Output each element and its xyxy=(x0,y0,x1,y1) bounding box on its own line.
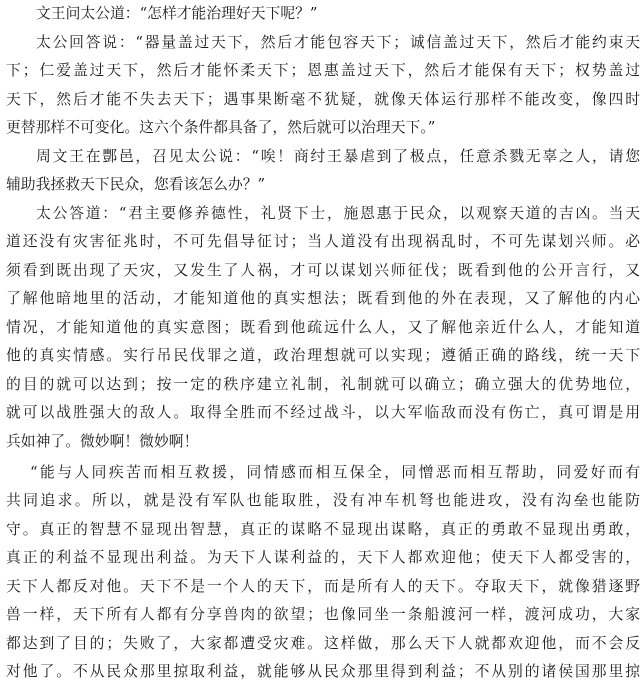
text-line: 共同追求。所以，就是没有军队也能取胜，没有冲车机弩也能进攻，没有沟垒也能防 xyxy=(6,492,640,509)
text-line: 周文王在酆邑，召见太公说：“唉！商纣王暴虐到了极点，任意杀戮无辜之人，请您 xyxy=(36,148,640,165)
text-line: 天下人都反对他。天下不是一个人的天下，而是所有人的天下。夺取天下，就像猎逐野 xyxy=(6,578,640,595)
text-line: 真正的利益不显现出利益。为天下人谋利益的，天下人都欢迎他；使天下人都受害的， xyxy=(6,549,640,566)
text-line: 的目的就可以达到；按一定的秩序建立礼制，礼制就可以确立；确立强大的优势地位， xyxy=(6,376,640,393)
text-line: 更替那样不可变化。这六个条件都具备了，然后就可以治理天下。” xyxy=(6,119,436,136)
text-line: 道还没有灾害征兆时，不可先倡导征讨；当人道没有出现祸乱时，不可先谋划兴师。必 xyxy=(6,233,640,250)
text-line: 下；仁爱盖过天下，然后才能怀柔天下；恩惠盖过天下，然后才能保有天下；权势盖过 xyxy=(6,62,640,79)
text-line: 对他了。不从民众那里掠取利益，就能够从民众那里得到利益；不从别的诸侯国那里掠 xyxy=(6,663,640,680)
text-line: 太公答道：“君主要修养德性，礼贤下士，施恩惠于民众，以观察天道的吉凶。当天 xyxy=(36,205,640,222)
text-line: 就可以战胜强大的敌人。取得全胜而不经过战斗，以大军临敌而没有伤亡，真可谓是用 xyxy=(6,404,640,421)
text-line: 他的真实情感。实行吊民伐罪之道，政治理想就可以实现；遵循正确的路线，统一天下 xyxy=(6,347,640,364)
text-line: 兵如神了。微妙啊！微妙啊！ xyxy=(6,433,199,450)
text-line: 须看到既出现了天灾，又发生了人祸，才可以谋划兴师征伐；既看到他的公开言行，又 xyxy=(6,262,640,279)
text-line: “能与人同疾苦而相互救援，同情感而相互保全，同憎恶而相互帮助，同爱好而有 xyxy=(30,464,640,481)
text-line: 兽一样，天下所有人都有分享兽肉的欲望；也像同坐一条船渡河一样，渡河成功，大家 xyxy=(6,606,640,623)
text-line: 守。真正的智慧不显现出智慧，真正的谋略不显现出谋略，真正的勇敢不显现出勇敢， xyxy=(6,521,640,538)
text-line: 都达到了目的；失败了，大家都遭受灾难。这样做，那么天下人就都欢迎他，而不会反 xyxy=(6,635,640,652)
text-line: 文王问太公道：“怎样才能治理好天下呢？” xyxy=(36,5,318,22)
text-line: 辅助我拯救天下民众，您看该怎么办？” xyxy=(6,176,266,193)
text-line: 情况，才能知道他的真实意图；既看到他疏远什么人，又了解他亲近什么人，才能知道 xyxy=(6,319,640,336)
text-line: 天下，然后才能不失去天下；遇事果断毫不犹疑，就像天体运行那样不能改变，像四时 xyxy=(6,91,640,108)
text-line: 太公回答说：“器量盖过天下，然后才能包容天下；诚信盖过天下，然后才能约束天 xyxy=(36,34,640,51)
text-line: 了解他暗地里的活动，才能知道他的真实想法；既看到他的外在表现，又了解他的内心 xyxy=(6,290,640,307)
